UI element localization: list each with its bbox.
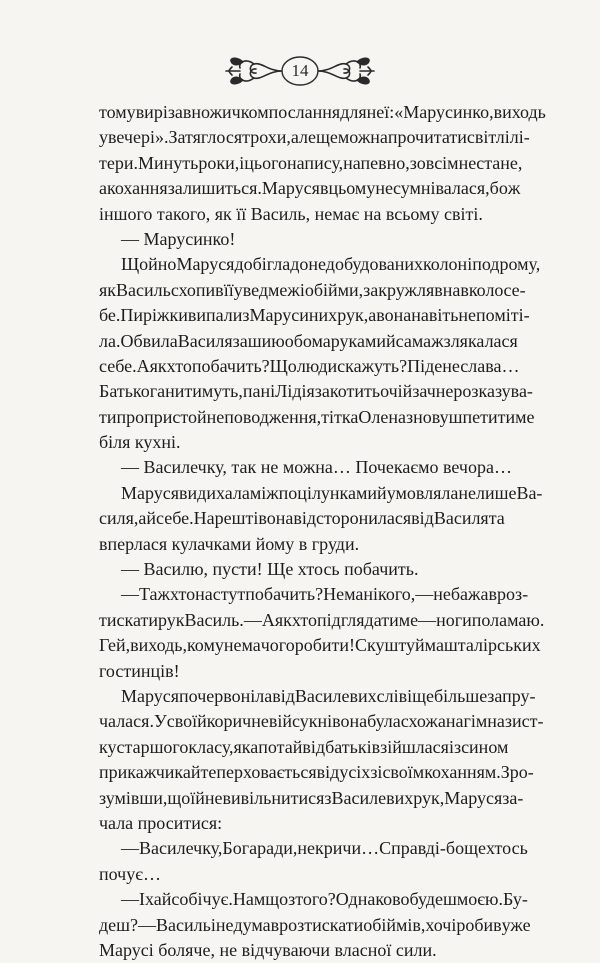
text-line: Батько ганитимуть, пані Лідія закотить очі й зачне розказува-	[99, 381, 533, 402]
text-line: увечері». Затяглося трохи, але ще можна прочитати світлі лі-	[99, 127, 530, 148]
text-line: Щойно Маруся добігла до недобудованих колон іподрому,	[121, 254, 541, 275]
text-line: Гей, виходь, кому нема чого робити! Скуштуй машталірських	[99, 635, 541, 656]
text-line: Маруся видихала між поцілунками й умовляла не лише Ва-	[121, 482, 543, 503]
text-line: а кохання залишиться. Маруся в цьому не сумнівалася, бо ж	[99, 178, 521, 199]
text-line: тери. Минуть роки, і цього напису, напевно, зовсім не стане,	[99, 152, 523, 173]
text-line: силя, а й себе. Нарешті вона відсторонилася від Василя та	[99, 508, 505, 529]
text-line: — Василечку, Бога ради, не кричи… Справді-бо ще хтось	[121, 838, 528, 859]
text-line: тому вирізав ножичком послання для неї: «Марусинко, виходь	[99, 102, 546, 122]
text-line: — Та ж хто нас тут побачить? Нема нікого, — не бажав роз-	[121, 584, 529, 605]
text-line: себе. А як хто побачить? Що люди скажуть? Піде неслава…	[99, 355, 520, 376]
text-line: біля кухні.	[99, 432, 181, 453]
text-line: гостинців!	[99, 660, 180, 681]
text-line: ку старшого класу, яка потай від батьків зійшлася із сином	[99, 736, 509, 757]
text-line: як Василь схопив її у ведмежі обійми, закружляв навколо се-	[99, 279, 526, 300]
text-line: — Марусинко!	[121, 228, 236, 249]
text-line: — Василю, пусти! Ще хтось побачить.	[121, 559, 419, 580]
text-line: Марусі боляче, не відчуваючи власної сили.	[99, 939, 437, 960]
text-line: — І хай собі чує. Нам що з того? Однаково будеш моєю. Бу-	[121, 889, 528, 910]
text-line: прикажчика й тепер ховається від усіх зі своїм коханням. Зро-	[99, 762, 534, 783]
body-text	[99, 100, 546, 963]
text-line: ти про пристойне поводження, тітка Олена знову шпетитиме	[99, 406, 535, 427]
text-line: почує…	[99, 863, 161, 884]
text-line: іншого такого, як її Василь, немає на всьому світі.	[99, 203, 483, 224]
text-line: чала проситися:	[99, 812, 223, 833]
text-line: бе. Пиріжки випали з Марусиних рук, а вона навіть не поміті-	[99, 305, 530, 326]
text-line: чалася. У своїй коричневій сукні вона була схожа на гімназист-	[99, 711, 544, 732]
text-line: ла. Обвила Василя за шию обома руками й сама ж злякалася	[99, 330, 518, 351]
text-line: вперлася кулачками йому в груди.	[99, 533, 360, 554]
text-line: деш? — Василь і не думав розтискати обіймів, хоч і робив уже	[99, 914, 531, 935]
text-line: Маруся почервоніла від Василевих слів і ще більше запру-	[121, 685, 536, 706]
text-line: тискати рук Василь. — А як хто підглядатиме — ноги поламаю.	[99, 609, 545, 630]
text-line: зумівши, що їй не вивільнитися з Василевих рук, Маруся за-	[99, 787, 524, 808]
text-line: — Василечку, так не можна… Почекаємо вечора…	[121, 457, 512, 478]
page-header	[0, 50, 600, 92]
page-number: 14	[291, 61, 309, 80]
